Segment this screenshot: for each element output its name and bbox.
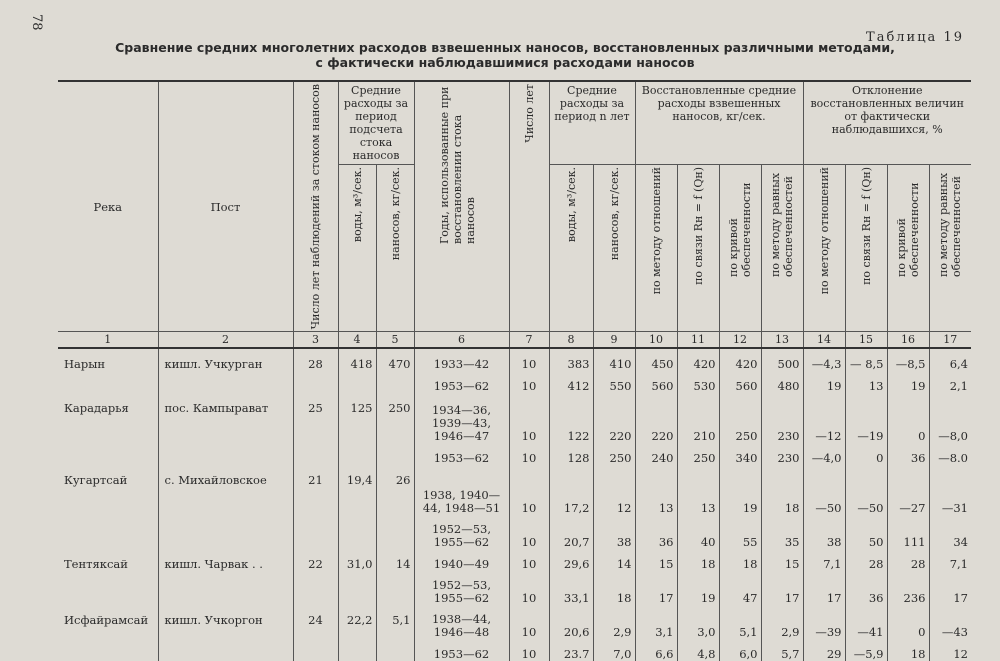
header-water-text: воды, м³/сек. — [350, 167, 364, 243]
cell-sed_n: 14 — [593, 549, 635, 571]
cell-d1: 38 — [803, 515, 845, 549]
cell-river — [58, 515, 158, 549]
cell-river: Нарын — [64, 357, 106, 372]
cell-sed_n: 2,9 — [593, 605, 635, 639]
cell-water — [338, 443, 376, 465]
header-restored-group: Восстановленные средние расходы взвешенных наносов, кг/сек. — [635, 81, 803, 165]
cell-r2: 40 — [677, 515, 719, 549]
cell-d4: 12 — [929, 639, 971, 661]
header-water-n — [549, 165, 593, 332]
table-body — [58, 348, 971, 661]
cell-river — [58, 571, 158, 605]
table-row — [58, 393, 971, 443]
header-method-ratio-text: по методу отношений — [649, 167, 663, 295]
cell-d1: —39 — [803, 605, 845, 639]
cell-d3: —8,5 — [887, 348, 929, 371]
cell-sed_n: 550 — [593, 371, 635, 393]
cell-d2: 50 — [845, 515, 887, 549]
table-row — [58, 443, 971, 465]
header-sediment-n — [593, 165, 635, 332]
cell-n_obs — [293, 371, 338, 393]
cell-sed — [376, 371, 414, 393]
col-number: 5 — [376, 332, 414, 349]
column-number-row — [58, 332, 971, 349]
cell-years: 1953—62 — [414, 371, 509, 393]
header-years-obs — [293, 81, 338, 332]
cell-n: 10 — [509, 639, 549, 661]
cell-d4: 17 — [929, 571, 971, 605]
header-method-curve-text: по кривой обеспеченности — [727, 182, 753, 277]
cell-water_n: 29,6 — [549, 549, 593, 571]
col-number: 4 — [338, 332, 376, 349]
col-number: 14 — [803, 332, 845, 349]
header-dev-curve-text: по кривой обеспеченности — [895, 182, 921, 277]
cell-d1: 29 — [803, 639, 845, 661]
cell-sed: 470 — [376, 348, 414, 371]
cell-water: 125 — [338, 393, 376, 443]
header-avg-n-group: Средние расходы за период n лет — [549, 81, 635, 165]
cell-d3: 0 — [887, 605, 929, 639]
cell-sed_n: 12 — [593, 465, 635, 515]
cell-sed_n: 38 — [593, 515, 635, 549]
cell-r2: 4,8 — [677, 639, 719, 661]
cell-sed_n: 220 — [593, 393, 635, 443]
table-row — [58, 371, 971, 393]
cell-n: 10 — [509, 348, 549, 371]
col-number: 15 — [845, 332, 887, 349]
cell-water — [338, 639, 376, 661]
cell-years: 1938—44, 1946—48 — [414, 605, 509, 639]
cell-d1: 19 — [803, 371, 845, 393]
header-sediment-n-text: наносов, кг/сек. — [607, 167, 621, 261]
table-row — [58, 605, 971, 639]
cell-r4: 35 — [761, 515, 803, 549]
title-line-2: с фактически наблюдавшимися расходами наносов — [315, 55, 695, 70]
cell-n: 10 — [509, 571, 549, 605]
cell-d3: 18 — [887, 639, 929, 661]
header-avg-group: Средние расходы за период подсчета стока наносов — [338, 81, 414, 165]
cell-water — [338, 371, 376, 393]
cell-r4: 15 — [761, 549, 803, 571]
cell-d2: 36 — [845, 571, 887, 605]
header-years-used-text: Годы, использованные при восстановлении стока наносов — [437, 86, 477, 244]
table-row — [58, 348, 971, 371]
cell-d1: 7,1 — [803, 549, 845, 571]
cell-water_n: 20,6 — [549, 605, 593, 639]
cell-r3: 250 — [719, 393, 761, 443]
cell-r1: 13 — [635, 465, 677, 515]
cell-n: 10 — [509, 465, 549, 515]
cell-d1: —4,3 — [803, 348, 845, 371]
cell-d3: —27 — [887, 465, 929, 515]
cell-d4: —43 — [929, 605, 971, 639]
cell-sed: 5,1 — [376, 605, 414, 639]
cell-post — [158, 571, 293, 605]
cell-n: 10 — [509, 371, 549, 393]
cell-sed_n: 18 — [593, 571, 635, 605]
cell-r1: 450 — [635, 348, 677, 371]
header-dev-ratio — [803, 165, 845, 332]
cell-d2: —19 — [845, 393, 887, 443]
cell-post: кишл. Учкоргон — [158, 605, 293, 639]
cell-d1: —50 — [803, 465, 845, 515]
cell-d3: 19 — [887, 371, 929, 393]
cell-post — [158, 371, 293, 393]
cell-r4: 17 — [761, 571, 803, 605]
header-water-n-text: воды, м³/сек. — [564, 167, 578, 243]
cell-n_obs — [293, 571, 338, 605]
col-number: 8 — [549, 332, 593, 349]
table-row — [58, 549, 971, 571]
cell-d4: —8,0 — [929, 393, 971, 443]
cell-r2: 210 — [677, 393, 719, 443]
cell-d2: —5,9 — [845, 639, 887, 661]
cell-water: 22,2 — [338, 605, 376, 639]
cell-d4: 7,1 — [929, 549, 971, 571]
cell-n_obs: 28 — [293, 348, 338, 371]
cell-r3: 420 — [719, 348, 761, 371]
cell-d2: 13 — [845, 371, 887, 393]
cell-r2: 420 — [677, 348, 719, 371]
cell-r2: 3,0 — [677, 605, 719, 639]
cell-d3: 36 — [887, 443, 929, 465]
cell-n_obs — [293, 515, 338, 549]
cell-r1: 3,1 — [635, 605, 677, 639]
cell-r4: 5,7 — [761, 639, 803, 661]
data-table — [58, 80, 1000, 661]
cell-years: 1952—53, 1955—62 — [414, 515, 509, 549]
cell-sed — [376, 639, 414, 661]
cell-d1: 17 — [803, 571, 845, 605]
header-dev-link — [845, 165, 887, 332]
cell-d4: —31 — [929, 465, 971, 515]
cell-d2: —50 — [845, 465, 887, 515]
cell-sed_n: 7,0 — [593, 639, 635, 661]
cell-water_n: 20,7 — [549, 515, 593, 549]
col-number: 2 — [158, 332, 293, 349]
col-number: 17 — [929, 332, 971, 349]
cell-d4: 6,4 — [929, 348, 971, 371]
table-title — [60, 40, 950, 70]
header-post: Пост — [158, 81, 293, 332]
cell-river: Кугартсай — [64, 473, 128, 488]
header-dev-curve — [887, 165, 929, 332]
cell-water_n: 17,2 — [549, 465, 593, 515]
cell-d1: —12 — [803, 393, 845, 443]
cell-r1: 240 — [635, 443, 677, 465]
cell-r3: 5,1 — [719, 605, 761, 639]
header-n-years — [509, 81, 549, 332]
cell-water_n: 412 — [549, 371, 593, 393]
cell-sed_n: 250 — [593, 443, 635, 465]
cell-sed — [376, 443, 414, 465]
cell-river: Исфайрамсай — [64, 613, 149, 628]
cell-r4: 18 — [761, 465, 803, 515]
cell-d4: —8.0 — [929, 443, 971, 465]
table-row — [58, 571, 971, 605]
cell-post: кишл. Учкурган — [158, 348, 293, 371]
cell-years: 1940—49 — [414, 549, 509, 571]
cell-years: 1953—62 — [414, 639, 509, 661]
cell-d3: 111 — [887, 515, 929, 549]
header-dev-ratio-text: по методу отношений — [817, 167, 831, 295]
cell-r3: 18 — [719, 549, 761, 571]
col-number: 10 — [635, 332, 677, 349]
cell-r1: 36 — [635, 515, 677, 549]
col-number: 12 — [719, 332, 761, 349]
cell-years: 1952—53, 1955—62 — [414, 571, 509, 605]
cell-n_obs: 24 — [293, 605, 338, 639]
col-number: 6 — [414, 332, 509, 349]
table-row — [58, 515, 971, 549]
cell-water_n: 23.7 — [549, 639, 593, 661]
cell-r3: 560 — [719, 371, 761, 393]
cell-river — [58, 639, 158, 661]
header-years-obs-text: Число лет наблюдений за стоком наносов — [309, 84, 322, 330]
cell-n: 10 — [509, 605, 549, 639]
cell-water — [338, 515, 376, 549]
cell-r4: 500 — [761, 348, 803, 371]
cell-sed_n: 410 — [593, 348, 635, 371]
cell-n_obs: 25 — [293, 393, 338, 443]
cell-water_n: 122 — [549, 393, 593, 443]
cell-r4: 2,9 — [761, 605, 803, 639]
cell-sed — [376, 515, 414, 549]
cell-r2: 530 — [677, 371, 719, 393]
header-dev-link-text: по связи Rн = f (Qн) — [859, 167, 873, 285]
cell-years: 1938, 1940—44, 1948—51 — [414, 465, 509, 515]
cell-d3: 0 — [887, 393, 929, 443]
header-sediment-text: наносов, кг/сек. — [388, 167, 402, 261]
col-number: 1 — [58, 332, 158, 349]
table-row — [58, 639, 971, 661]
cell-river — [58, 371, 158, 393]
header-n-years-text: Число лет — [522, 84, 536, 143]
header-method-link — [677, 165, 719, 332]
cell-r3: 55 — [719, 515, 761, 549]
cell-years: 1933—42 — [414, 348, 509, 371]
cell-water_n: 128 — [549, 443, 593, 465]
cell-water: 418 — [338, 348, 376, 371]
header-deviation-group: Отклонение восстановленных величин от фактически наблюдавшихся, % — [803, 81, 971, 165]
cell-d2: 28 — [845, 549, 887, 571]
cell-water: 31,0 — [338, 549, 376, 571]
cell-water_n: 383 — [549, 348, 593, 371]
title-line-1: Сравнение средних многолетних расходов взвешенных наносов, восстановленных различными методами, — [115, 40, 895, 55]
header-years-used — [414, 81, 509, 332]
cell-r4: 230 — [761, 393, 803, 443]
cell-r4: 480 — [761, 371, 803, 393]
cell-r1: 560 — [635, 371, 677, 393]
cell-post: кишл. Чарвак . . — [158, 549, 293, 571]
cell-n_obs: 22 — [293, 549, 338, 571]
cell-r1: 220 — [635, 393, 677, 443]
cell-river: Карадарья — [64, 401, 129, 416]
cell-r3: 19 — [719, 465, 761, 515]
cell-r1: 6,6 — [635, 639, 677, 661]
header-method-equal — [761, 165, 803, 332]
header-method-ratio — [635, 165, 677, 332]
cell-r2: 18 — [677, 549, 719, 571]
cell-n: 10 — [509, 549, 549, 571]
col-number: 16 — [887, 332, 929, 349]
cell-r3: 340 — [719, 443, 761, 465]
cell-d2: 0 — [845, 443, 887, 465]
cell-sed — [376, 571, 414, 605]
cell-river: Тентяксай — [64, 557, 128, 572]
page-number: 78 — [29, 14, 44, 31]
cell-d2: — 8,5 — [845, 348, 887, 371]
cell-n_obs — [293, 443, 338, 465]
cell-years: 1934—36, 1939—43, 1946—47 — [414, 393, 509, 443]
cell-post: с. Михайловское — [158, 465, 293, 515]
header-water — [338, 165, 376, 332]
cell-post — [158, 443, 293, 465]
cell-r1: 15 — [635, 549, 677, 571]
cell-n_obs: 21 — [293, 465, 338, 515]
cell-water: 19,4 — [338, 465, 376, 515]
cell-years: 1953—62 — [414, 443, 509, 465]
cell-r4: 230 — [761, 443, 803, 465]
col-number: 11 — [677, 332, 719, 349]
header-method-equal-text: по методу равных обеспеченностей — [769, 172, 795, 277]
cell-sed: 26 — [376, 465, 414, 515]
cell-post: пос. Кампырават — [158, 393, 293, 443]
table-row — [58, 465, 971, 515]
col-number: 9 — [593, 332, 635, 349]
cell-n: 10 — [509, 393, 549, 443]
header-dev-equal — [929, 165, 971, 332]
cell-r1: 17 — [635, 571, 677, 605]
cell-river — [58, 443, 158, 465]
cell-r2: 250 — [677, 443, 719, 465]
cell-water — [338, 571, 376, 605]
cell-post — [158, 639, 293, 661]
cell-n_obs — [293, 639, 338, 661]
header-dev-equal-text: по методу равных обеспеченностей — [937, 172, 964, 277]
cell-d3: 28 — [887, 549, 929, 571]
cell-r2: 19 — [677, 571, 719, 605]
table-label: Таблица 19 — [866, 30, 964, 45]
header-method-curve — [719, 165, 761, 332]
cell-r3: 47 — [719, 571, 761, 605]
cell-sed: 14 — [376, 549, 414, 571]
cell-n: 10 — [509, 515, 549, 549]
cell-d1: —4,0 — [803, 443, 845, 465]
cell-d4: 34 — [929, 515, 971, 549]
cell-d3: 236 — [887, 571, 929, 605]
cell-d2: —41 — [845, 605, 887, 639]
cell-r3: 6,0 — [719, 639, 761, 661]
cell-water_n: 33,1 — [549, 571, 593, 605]
header-river: Река — [58, 81, 158, 332]
cell-post — [158, 515, 293, 549]
col-number: 7 — [509, 332, 549, 349]
col-number: 13 — [761, 332, 803, 349]
header-sediment — [376, 165, 414, 332]
header-method-link-text: по связи Rн = f (Qн) — [691, 167, 705, 285]
col-number: 3 — [293, 332, 338, 349]
cell-r2: 13 — [677, 465, 719, 515]
cell-n: 10 — [509, 443, 549, 465]
cell-d4: 2,1 — [929, 371, 971, 393]
cell-sed: 250 — [376, 393, 414, 443]
